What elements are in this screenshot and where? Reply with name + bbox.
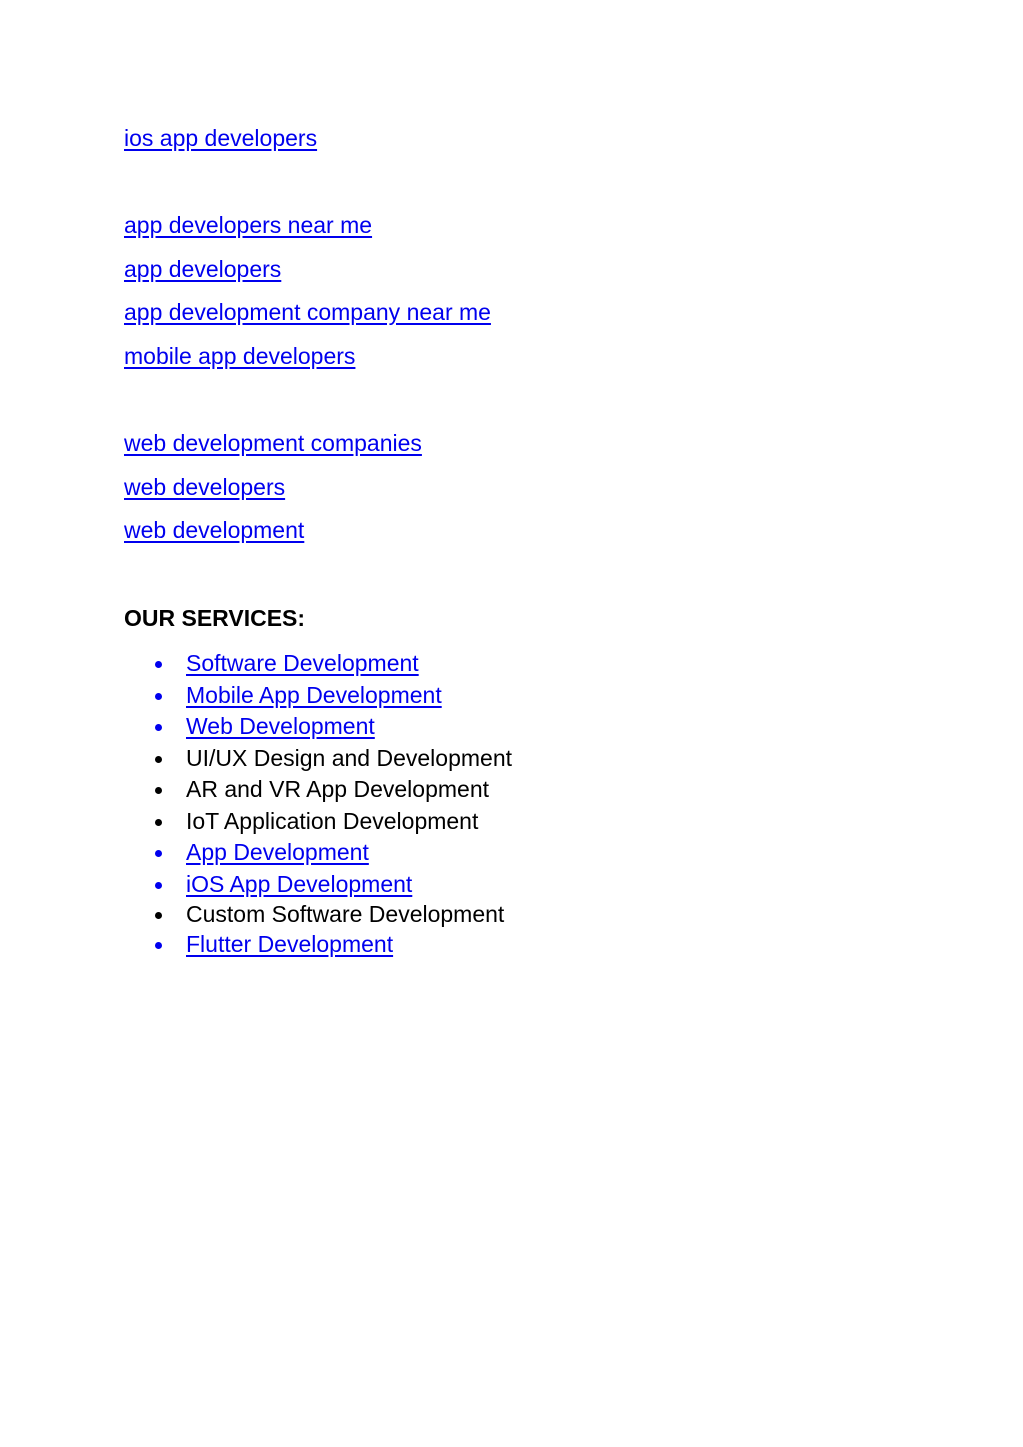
bullet-icon (155, 787, 162, 794)
bullet-icon (155, 756, 162, 763)
service-list-item (0, 743, 700, 773)
service-label: IoT Application Development (186, 808, 479, 834)
keyword-link-line (124, 211, 372, 239)
keyword-link[interactable]: app developers (124, 256, 282, 282)
service-list-item (0, 711, 700, 741)
keyword-link-line (124, 516, 304, 544)
service-link[interactable]: App Development (186, 839, 369, 865)
service-list-item (0, 774, 700, 804)
service-link[interactable]: Software Development (186, 650, 419, 676)
bullet-icon (155, 693, 162, 700)
service-label: UI/UX Design and Development (186, 745, 512, 771)
bullet-icon (155, 661, 162, 668)
keyword-link-line (124, 298, 491, 326)
service-list-item (0, 869, 700, 899)
service-list-item (0, 929, 700, 959)
keyword-link-line (124, 124, 317, 152)
keyword-link-line (124, 342, 355, 370)
service-label: AR and VR App Development (186, 776, 490, 802)
services-heading: OUR SERVICES: (124, 605, 306, 631)
service-list-item (0, 837, 700, 867)
bullet-icon (155, 850, 162, 857)
bullet-icon (155, 912, 162, 919)
keyword-link[interactable]: web developers (124, 474, 286, 500)
keyword-link[interactable]: web development companies (124, 430, 422, 456)
bullet-icon (155, 882, 162, 889)
service-link[interactable]: Web Development (186, 713, 375, 739)
service-link[interactable]: Mobile App Development (186, 682, 442, 708)
keyword-link[interactable]: mobile app developers (124, 343, 356, 369)
service-label: Custom Software Development (186, 901, 505, 927)
keyword-link-line (124, 255, 281, 283)
keyword-link-line (124, 429, 422, 457)
service-list-item (0, 806, 700, 836)
bullet-icon (155, 819, 162, 826)
keyword-link-line (124, 473, 285, 501)
keyword-link[interactable]: app development company near me (124, 299, 491, 325)
service-link[interactable]: iOS App Development (186, 871, 413, 897)
keyword-link[interactable]: web development (124, 517, 305, 543)
bullet-icon (155, 942, 162, 949)
service-list-item (0, 648, 700, 678)
service-link[interactable]: Flutter Development (186, 931, 394, 957)
service-list-item (0, 899, 700, 929)
bullet-icon (155, 724, 162, 731)
keyword-link[interactable]: ios app developers (124, 125, 318, 151)
keyword-link[interactable]: app developers near me (124, 212, 373, 238)
service-list-item (0, 680, 700, 710)
